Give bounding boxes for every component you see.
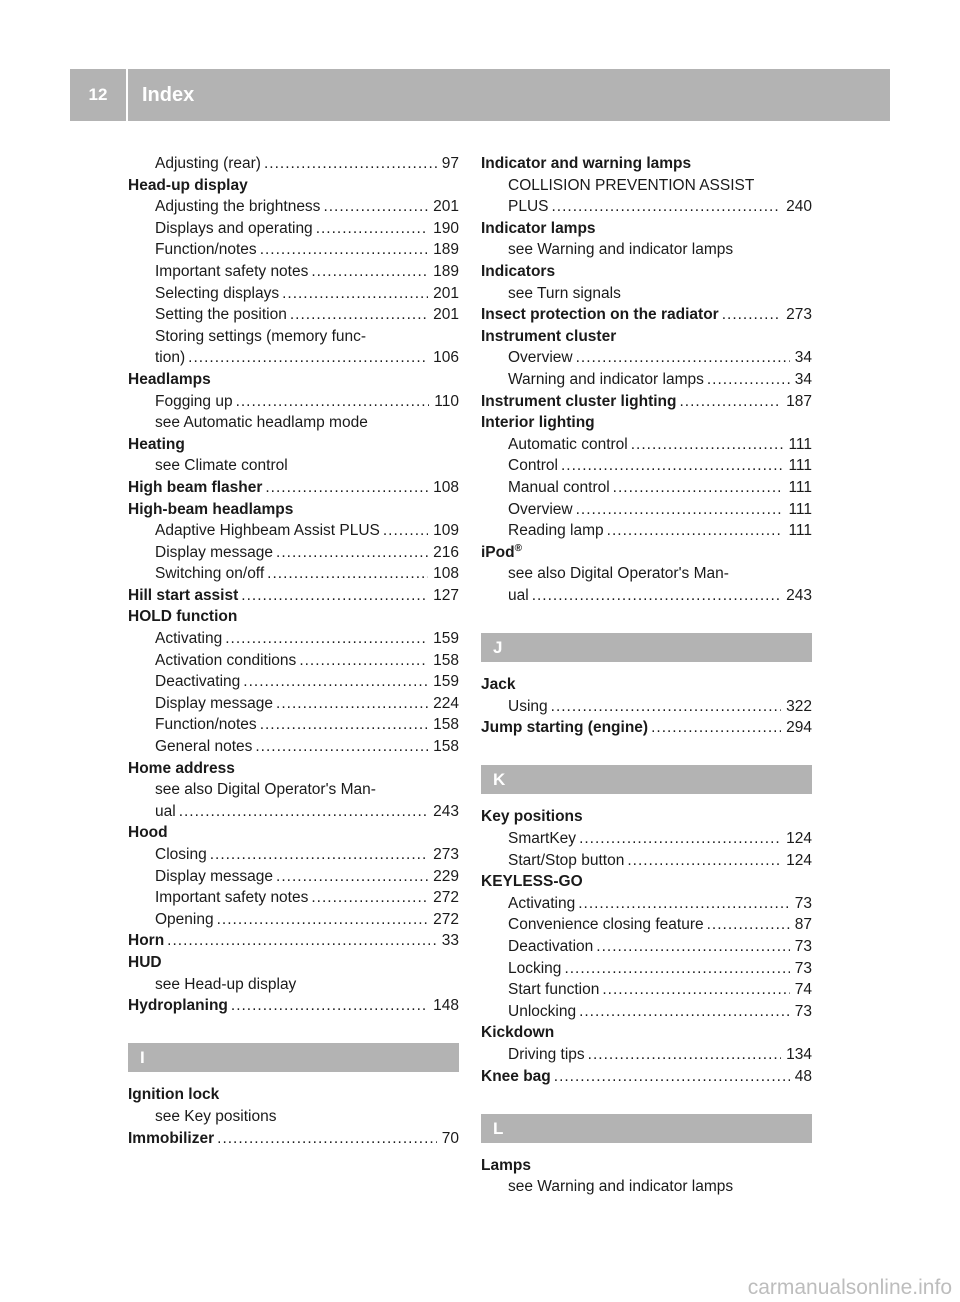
index-entry: Knee bag ..... 48 [481, 1066, 812, 1088]
section-letter-i: I [128, 1043, 459, 1072]
index-entry: Automatic control ..... 111 [481, 434, 812, 456]
registered-mark: ® [514, 542, 522, 554]
index-entry: Warning and indicator lamps ..... 34 [481, 369, 812, 391]
index-entry: Function/notes ..... 189 [128, 239, 459, 261]
index-text: see Turn signals [508, 284, 621, 302]
index-entry: Deactivation ..... 73 [481, 936, 812, 958]
index-heading: HUD [128, 953, 162, 971]
index-entry: Adaptive Highbeam Assist PLUS ..... 109 [128, 520, 459, 542]
index-entry: Horn ..... 33 [128, 930, 459, 952]
index-entry: Display message ..... 224 [128, 693, 459, 715]
index-entry: Important safety notes ..... 272 [128, 887, 459, 909]
index-entry: Displays and operating ..... 190 [128, 218, 459, 240]
index-text: COLLISION PREVENTION ASSIST [508, 176, 755, 194]
index-entry: Jump starting (engine) ..... 294 [481, 717, 812, 739]
index-heading: KEYLESS-GO [481, 873, 583, 891]
index-heading: iPod® [481, 542, 522, 561]
index-heading: Headlamps [128, 370, 211, 388]
index-entry: Immobilizer ..... 70 [128, 1128, 459, 1150]
index-heading: Home address [128, 759, 235, 777]
index-entry: Overview ..... 34 [481, 347, 812, 369]
page-header [70, 69, 890, 121]
index-entry: Reading lamp ..... 111 [481, 520, 812, 542]
index-text: see also Digital Operator's Man- [508, 565, 729, 583]
index-entry: Selecting displays ..... 201 [128, 283, 459, 305]
index-heading: Jack [481, 676, 516, 694]
index-entry: tion) ..... 106 [128, 347, 459, 369]
index-entry: Driving tips ..... 134 [481, 1044, 812, 1066]
section-letter-j: J [481, 633, 812, 662]
index-text: Storing settings (memory func- [155, 327, 367, 345]
index-entry: Activating ..... 73 [481, 893, 812, 915]
index-entry: High beam flasher ..... 108 [128, 477, 459, 499]
index-column-left [128, 153, 459, 1149]
page-title: Index [142, 83, 195, 106]
index-entry: Function/notes ..... 158 [128, 714, 459, 736]
index-entry: Control ..... 111 [481, 455, 812, 477]
index-text: see Warning and indicator lamps [508, 1178, 734, 1196]
index-entry: PLUS ..... 240 [481, 196, 812, 218]
index-entry: Closing ..... 273 [128, 844, 459, 866]
section-letter-k: K [481, 765, 812, 794]
index-entry: General notes ..... 158 [128, 736, 459, 758]
index-entry: Start function ..... 74 [481, 979, 812, 1001]
index-entry: Locking ..... 73 [481, 958, 812, 980]
index-heading: Key positions [481, 808, 583, 826]
index-heading: Interior lighting [481, 414, 595, 432]
index-entry: Fogging up ..... 110 [128, 391, 459, 413]
index-text: see Key positions [155, 1107, 277, 1125]
index-heading: Lamps [481, 1156, 531, 1174]
index-entry: Adjusting (rear) ..... 97 [128, 153, 459, 175]
index-entry: Manual control ..... 111 [481, 477, 812, 499]
index-heading: Heating [128, 435, 185, 453]
index-entry: Display message ..... 229 [128, 866, 459, 888]
index-entry: Unlocking ..... 73 [481, 1001, 812, 1023]
index-entry: Hydroplaning ..... 148 [128, 995, 459, 1017]
index-heading: Ignition lock [128, 1086, 220, 1104]
index-entry: Opening ..... 272 [128, 909, 459, 931]
index-heading: Indicator and warning lamps [481, 155, 692, 172]
index-entry: Setting the position ..... 201 [128, 304, 459, 326]
index-entry: Important safety notes ..... 189 [128, 261, 459, 283]
index-entry: Using ..... 322 [481, 696, 812, 718]
index-entry: ual ..... 243 [128, 801, 459, 823]
index-text: see Head-up display [155, 975, 297, 993]
index-entry: ual ..... 243 [481, 585, 812, 607]
index-heading: Hood [128, 824, 168, 842]
index-text: see Warning and indicator lamps [508, 241, 734, 259]
index-entry: SmartKey ..... 124 [481, 828, 812, 850]
section-letter-l: L [481, 1114, 812, 1143]
index-entry: Overview ..... 111 [481, 499, 812, 521]
index-heading: HOLD function [128, 608, 238, 626]
index-entry: Activation conditions ..... 158 [128, 650, 459, 672]
index-entry: Hill start assist ..... 127 [128, 585, 459, 607]
header-divider [126, 69, 128, 121]
page-number: 12 [88, 85, 108, 104]
index-text: see also Digital Operator's Man- [155, 781, 376, 799]
index-entry: Instrument cluster lighting ..... 187 [481, 391, 812, 413]
index-text: see Climate control [155, 457, 288, 475]
index-heading: Indicator lamps [481, 219, 596, 237]
index-column-right [481, 153, 812, 1198]
index-entry: Switching on/off ..... 108 [128, 563, 459, 585]
index-heading: Instrument cluster [481, 327, 617, 345]
index-heading: Indicators [481, 262, 556, 280]
index-entry: Display message ..... 216 [128, 542, 459, 564]
index-heading: High-beam headlamps [128, 500, 294, 518]
index-entry: Adjusting the brightness ..... 201 [128, 196, 459, 218]
index-entry: Insect protection on the radiator ..... 273 [481, 304, 812, 326]
index-entry: Activating ..... 159 [128, 628, 459, 650]
index-entry: Deactivating ..... 159 [128, 671, 459, 693]
watermark: carmanualsonline.info [747, 1276, 952, 1299]
index-heading: Kickdown [481, 1024, 555, 1042]
index-text: see Automatic headlamp mode [155, 414, 368, 432]
index-entry: Convenience closing feature ..... 87 [481, 914, 812, 936]
index-entry: Start/Stop button ..... 124 [481, 850, 812, 872]
index-heading: Head-up display [128, 176, 248, 194]
